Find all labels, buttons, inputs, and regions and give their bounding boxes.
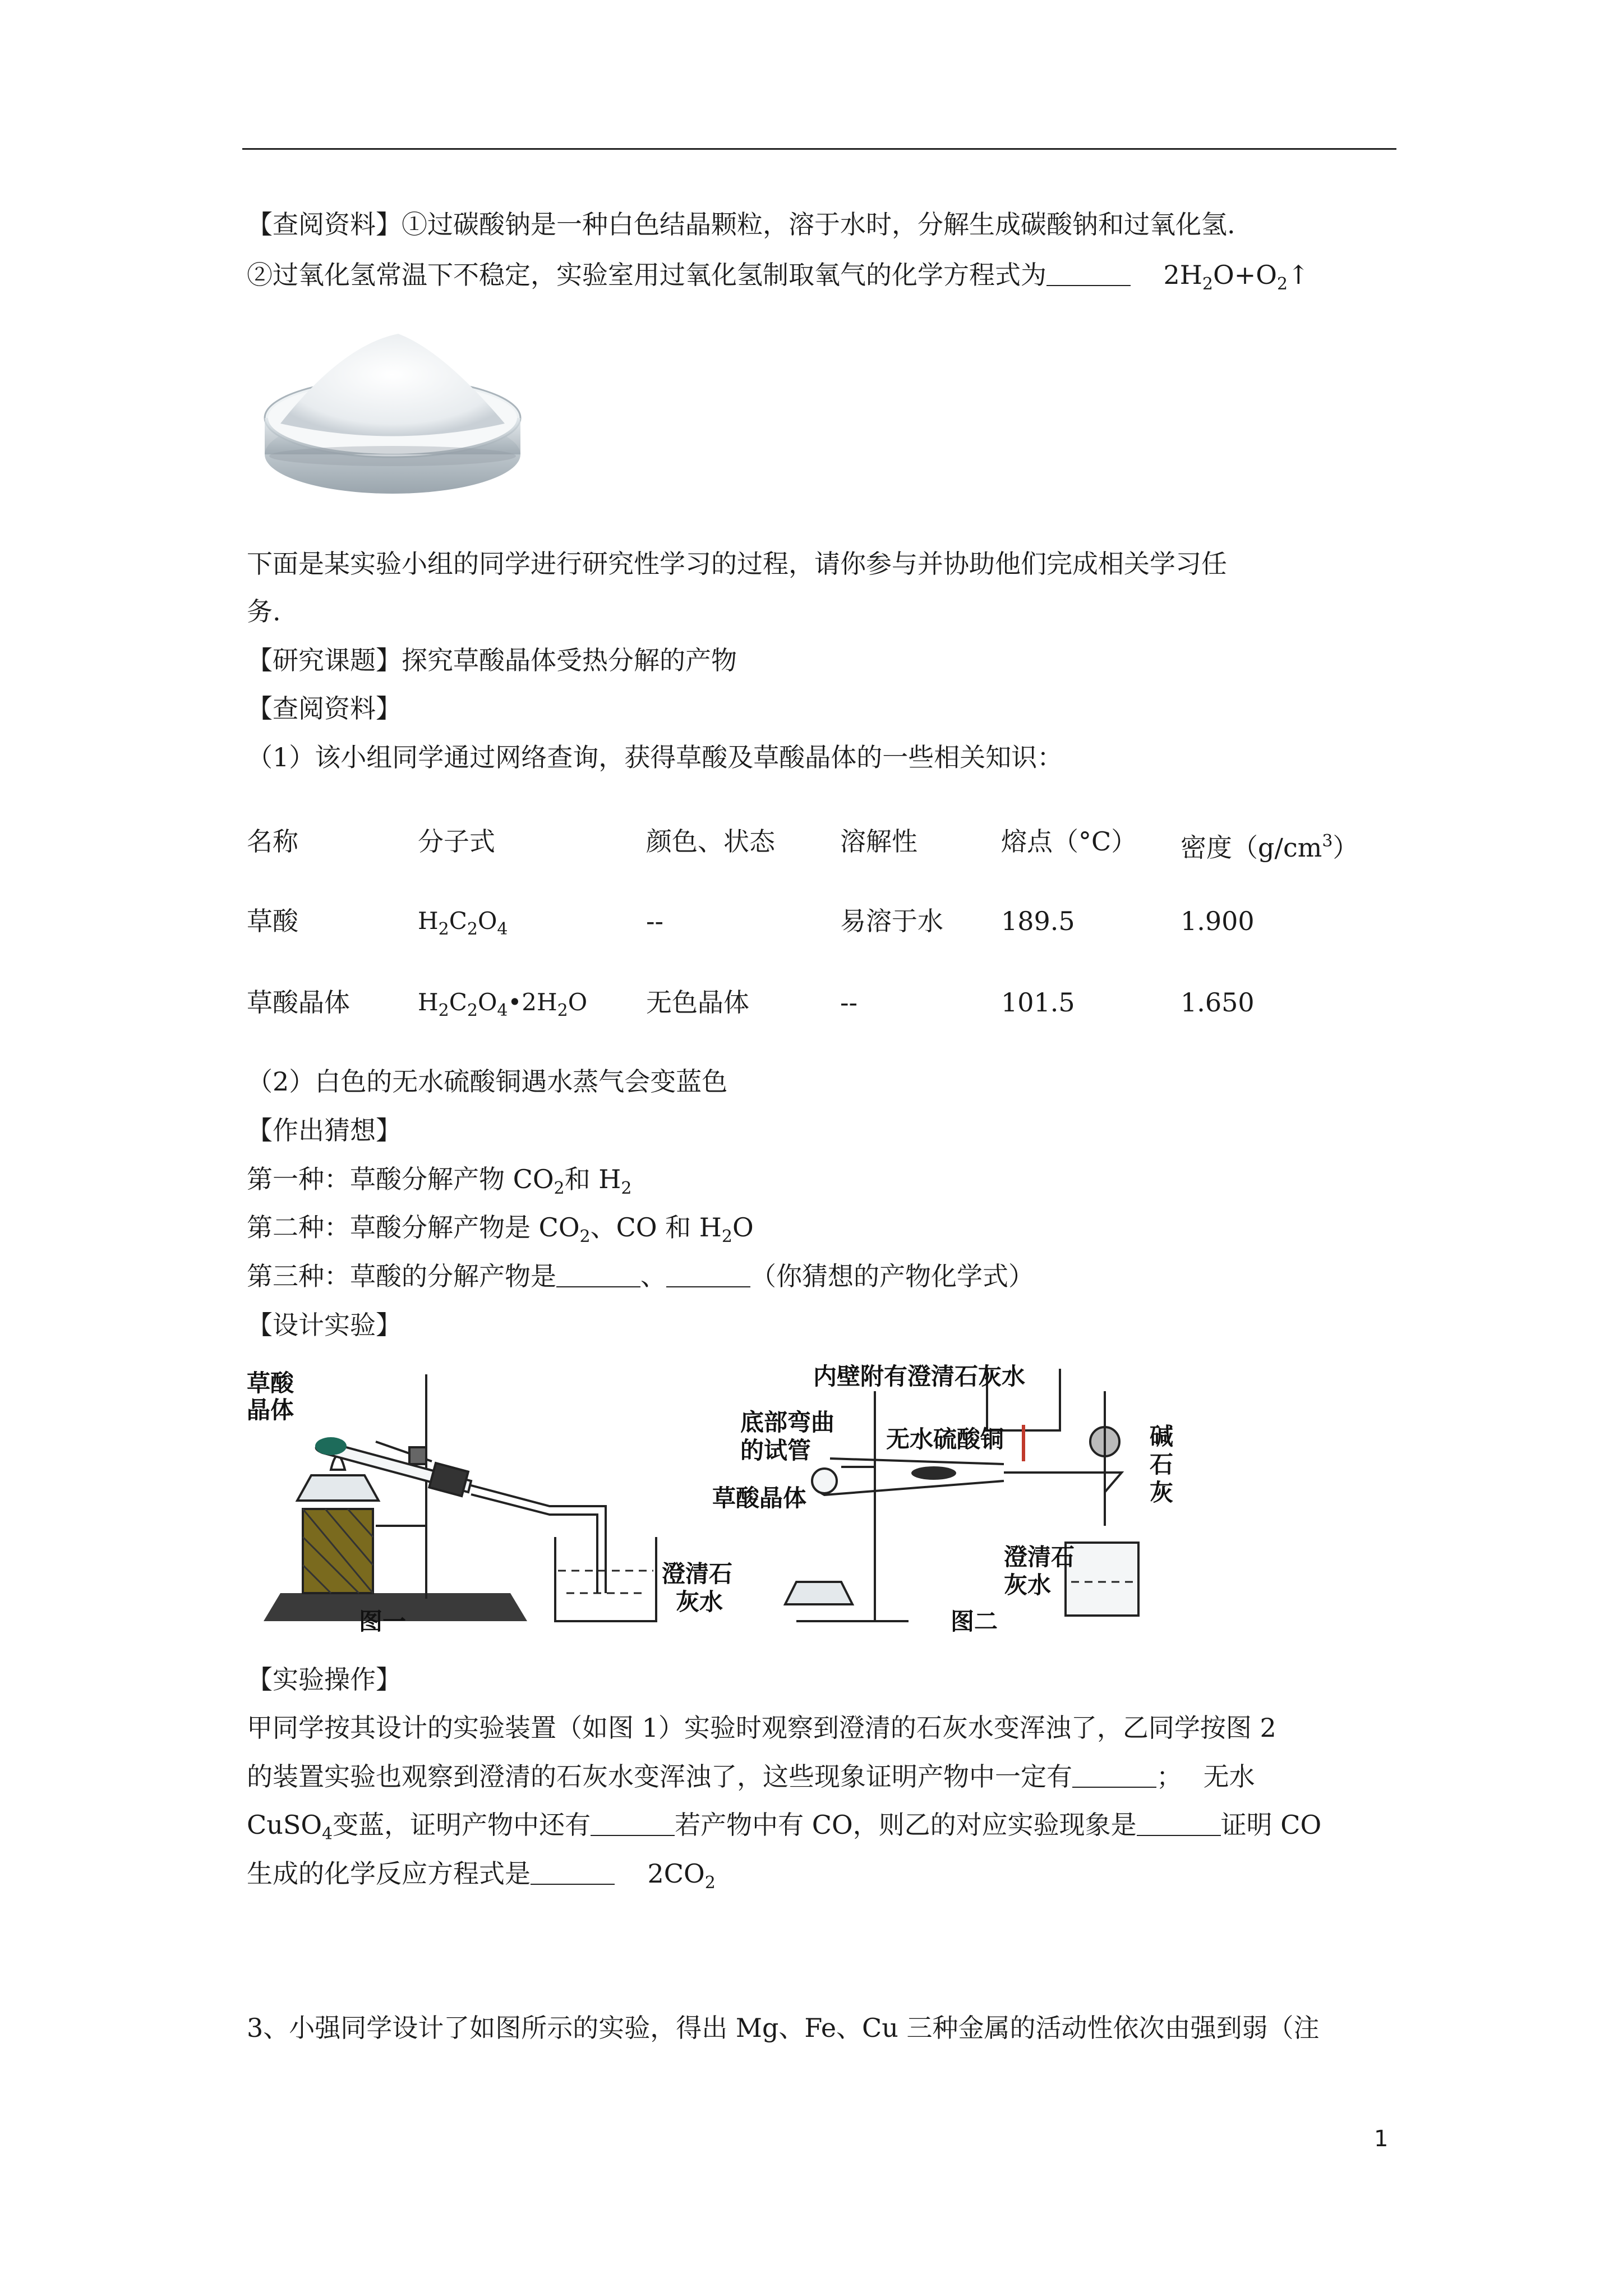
- intro-line-1: 下面是某实验小组的同学进行研究性学习的过程，请你参与并协助他们完成相关学习任: [247, 549, 1227, 579]
- figure-2-apparatus: [785, 1369, 1138, 1621]
- label-limewater-2b: 灰水: [1004, 1571, 1052, 1599]
- ref-item-2: （2）白色的无水硫酸铜遇水蒸气会变蓝色: [247, 1066, 728, 1097]
- blank-certain-product[interactable]: [1072, 1765, 1156, 1788]
- label-bent-tube-b: 的试管: [740, 1437, 811, 1464]
- blank-phenomenon[interactable]: [1137, 1814, 1221, 1836]
- table-row-2-name: 草酸晶体: [247, 987, 350, 1018]
- table-row-1-state: --: [646, 906, 664, 936]
- table-row-1-density: 1.900: [1181, 906, 1255, 936]
- label-limewater-2a: 澄清石: [1004, 1543, 1075, 1571]
- label-soda-b: 石: [1150, 1451, 1174, 1478]
- th-name: 名称: [247, 826, 298, 857]
- table-row-1-formula: $H_2C_2O_4$: [418, 907, 508, 939]
- label-limewater-1a: 澄清石: [662, 1560, 733, 1588]
- label-limewater-1b: 灰水: [676, 1588, 723, 1616]
- blank-co-equation[interactable]: [531, 1862, 615, 1885]
- label-bent-tube-a: 底部弯曲: [740, 1409, 835, 1436]
- table-row-1-name: 草酸: [247, 906, 298, 936]
- hypothesis-3: 第三种：草酸的分解产物是 、 （你猜想的产物化学式）: [247, 1261, 1034, 1291]
- table-row-2-solubility: --: [840, 987, 858, 1018]
- th-state: 颜色、状态: [646, 826, 775, 857]
- research-topic: 【研究课题】探究草酸晶体受热分解的产物: [247, 645, 737, 675]
- hypothesis-1: 第一种：草酸分解产物 $CO_2$和 $H_2$: [247, 1164, 632, 1198]
- apparatus-figure: [247, 1358, 1195, 1644]
- hypothesis-heading: 【作出猜想】: [247, 1115, 402, 1145]
- header-rule: [242, 148, 1396, 150]
- label-soda-c: 灰: [1150, 1479, 1174, 1506]
- label-crystal-2: 草酸晶体: [712, 1484, 807, 1512]
- operation-line-3: CuSO$_4$变蓝，证明产物中还有 若产物中有 CO，则乙的对应实验现象是 证明 CO: [247, 1810, 1322, 1844]
- th-melting: 熔点（°C）: [1001, 826, 1137, 857]
- operation-heading: 【实验操作】: [247, 1664, 402, 1695]
- ref-heading: 【查阅资料】: [247, 693, 402, 724]
- intro-line-2: 务.: [247, 596, 281, 627]
- page-number: 1: [1374, 2126, 1389, 2152]
- table-row-2-formula: $H_2C_2O_4•2H_2O$: [418, 988, 588, 1020]
- operation-line-2: 的装置实验也观察到澄清的石灰水变浑浊了，这些现象证明产物中一定有 ； 无水: [247, 1761, 1255, 1792]
- table-row-2-state: 无色晶体: [646, 987, 749, 1018]
- ref-info-1: 【查阅资料】①过碳酸钠是一种白色结晶颗粒，溶于水时，分解生成碳酸钠和过氧化氢.: [247, 209, 1235, 240]
- operation-line-1: 甲同学按其设计的实验装置（如图 1）实验时观察到澄清的石灰水变浑浊了，乙同学按图 2: [247, 1713, 1276, 1743]
- ref-info-2: ②过氧化氢常温下不稳定，实验室用过氧化氢制取氧气的化学方程式为 $2H_2O+O_2↑$: [247, 260, 1310, 294]
- ref-item-1: （1）该小组同学通过网络查询，获得草酸及草酸晶体的一些相关知识：: [247, 742, 1063, 772]
- table-row-1-melting: 189.5: [1001, 906, 1075, 936]
- blank-product-2[interactable]: [666, 1265, 750, 1287]
- label-crystal-1b: 晶体: [247, 1396, 294, 1424]
- label-anhydrous: 无水硫酸铜: [886, 1425, 1004, 1453]
- blank-product-1[interactable]: [556, 1265, 640, 1287]
- figure-1-apparatus: [264, 1374, 656, 1621]
- blank-other-product[interactable]: [591, 1814, 675, 1836]
- figure-2-label: 图二: [951, 1608, 998, 1635]
- operation-line-4: 生成的化学反应方程式是 $2CO_2$: [247, 1858, 716, 1893]
- blank-equation[interactable]: [1046, 264, 1131, 286]
- powder-dish-image: [258, 311, 527, 499]
- label-soda-a: 碱: [1150, 1423, 1174, 1450]
- th-formula: 分子式: [418, 826, 495, 857]
- design-heading: 【设计实验】: [247, 1310, 402, 1340]
- th-solubility: 溶解性: [840, 826, 917, 857]
- figure-1-label: 图一: [359, 1608, 407, 1635]
- table-row-2-melting: 101.5: [1001, 987, 1075, 1018]
- th-density: 密度$(g/cm^3)$: [1181, 831, 1359, 863]
- label-inner-wall: 内壁附有澄清石灰水: [813, 1363, 1026, 1390]
- label-crystal-1a: 草酸: [247, 1369, 294, 1397]
- hypothesis-2: 第二种：草酸分解产物是 $CO_2$、CO 和 $H_2O$: [247, 1212, 754, 1246]
- table-row-2-density: 1.650: [1181, 987, 1255, 1018]
- question-3: 3、小强同学设计了如图所示的实验，得出 Mg、Fe、Cu 三种金属的活动性依次由强到弱（注: [247, 2013, 1320, 2043]
- table-row-1-solubility: 易溶于水: [840, 906, 943, 936]
